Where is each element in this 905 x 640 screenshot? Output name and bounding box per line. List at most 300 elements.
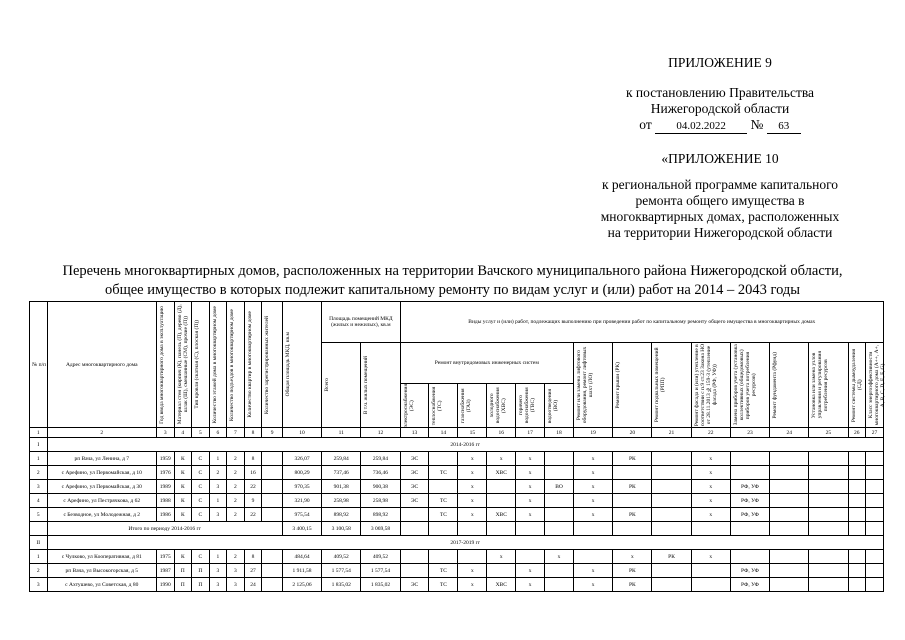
table-cell: ХВС bbox=[487, 466, 516, 480]
table-cell bbox=[809, 508, 848, 522]
table-cell: РК bbox=[613, 480, 652, 494]
table-cell: 3 bbox=[227, 564, 245, 578]
column-number: 24 bbox=[770, 428, 809, 438]
table-cell: РФ, УФ bbox=[730, 480, 769, 494]
table-cell bbox=[262, 578, 283, 592]
section-number: I bbox=[30, 438, 48, 452]
appendix-9-block bbox=[580, 55, 860, 134]
table-cell: х bbox=[516, 578, 545, 592]
address-cell: с Арефино, ул Первомайская, д 10 bbox=[47, 466, 156, 480]
table-cell bbox=[809, 494, 848, 508]
table-cell: х bbox=[691, 452, 730, 466]
table-cell: х bbox=[487, 452, 516, 466]
table-cell: 2 bbox=[227, 508, 245, 522]
table-cell: 484,64 bbox=[282, 550, 321, 564]
table-cell: ЭС bbox=[400, 466, 429, 480]
table-cell: 1 577,54 bbox=[361, 564, 400, 578]
table-cell bbox=[848, 522, 866, 536]
header-total-area: Общая площадь МКД, кв.м bbox=[284, 332, 291, 397]
table-cell bbox=[848, 494, 866, 508]
header-foundation: Ремонт фундамента (Рфунд) bbox=[772, 351, 779, 419]
table-cell bbox=[866, 508, 884, 522]
table-cell: К bbox=[174, 494, 192, 508]
table-cell bbox=[866, 564, 884, 578]
address-cell: с Арефино, ул Пестрячкова, д 62 bbox=[47, 494, 156, 508]
table-cell: х bbox=[574, 480, 613, 494]
table-cell bbox=[809, 480, 848, 494]
table-cell: х bbox=[613, 550, 652, 564]
table-cell bbox=[770, 452, 809, 466]
table-cell: 970,35 bbox=[282, 480, 321, 494]
table-cell bbox=[809, 522, 848, 536]
total-spacer bbox=[30, 522, 48, 536]
table-cell bbox=[652, 466, 691, 480]
section-label: 2014-2016 гг bbox=[47, 438, 883, 452]
table-cell bbox=[848, 550, 866, 564]
table-cell: х bbox=[691, 466, 730, 480]
column-number: 21 bbox=[652, 428, 691, 438]
header-num: № п/п bbox=[30, 302, 48, 428]
table-row bbox=[30, 564, 884, 578]
table-cell bbox=[770, 508, 809, 522]
table-cell: х bbox=[574, 452, 613, 466]
column-number: 22 bbox=[691, 428, 730, 438]
table-cell bbox=[400, 550, 429, 564]
table-cell bbox=[545, 522, 574, 536]
table-cell bbox=[848, 452, 866, 466]
table-cell: 2 bbox=[227, 452, 245, 466]
table-cell bbox=[262, 494, 283, 508]
table-cell: К bbox=[174, 550, 192, 564]
table-cell bbox=[770, 550, 809, 564]
table-cell bbox=[400, 508, 429, 522]
table-cell bbox=[545, 494, 574, 508]
table-cell: х bbox=[574, 578, 613, 592]
table-cell bbox=[487, 522, 516, 536]
table-cell: 2 bbox=[209, 466, 227, 480]
table-cell bbox=[848, 480, 866, 494]
table-cell bbox=[770, 564, 809, 578]
table-cell: 16 bbox=[244, 466, 262, 480]
table-cell: С bbox=[192, 550, 210, 564]
table-cell: 1986 bbox=[156, 508, 174, 522]
table-cell bbox=[487, 494, 516, 508]
header-roof-type: Тип кровли (скатная (С), плоская (П)) bbox=[194, 320, 201, 409]
table-cell: К bbox=[174, 466, 192, 480]
table-cell bbox=[866, 466, 884, 480]
table-cell: К bbox=[174, 480, 192, 494]
table-cell: 258,98 bbox=[322, 494, 361, 508]
table-cell bbox=[652, 480, 691, 494]
table-cell: 1959 bbox=[156, 452, 174, 466]
table-cell: 1988 bbox=[156, 494, 174, 508]
table-cell bbox=[545, 578, 574, 592]
address-cell: с Арефино, ул Первомайская, д 30 bbox=[47, 480, 156, 494]
header-vo: водоотведения (ВО) bbox=[547, 388, 560, 423]
table-row bbox=[30, 466, 884, 480]
table-cell bbox=[574, 550, 613, 564]
table-cell bbox=[487, 564, 516, 578]
table-cell bbox=[730, 522, 769, 536]
table-cell bbox=[262, 508, 283, 522]
table-cell: 3 bbox=[30, 480, 48, 494]
document-title bbox=[20, 262, 885, 300]
table-header bbox=[30, 302, 887, 438]
table-cell bbox=[613, 466, 652, 480]
table-cell: РК bbox=[613, 508, 652, 522]
header-year: Год ввода многоквартирного дома в эксплуатацию bbox=[158, 305, 165, 424]
table-cell bbox=[652, 452, 691, 466]
table-cell: 901,38 bbox=[322, 480, 361, 494]
table-cell bbox=[262, 480, 283, 494]
table-cell: 3 bbox=[209, 564, 227, 578]
appendix-9-title: ПРИЛОЖЕНИЕ 9 bbox=[668, 55, 772, 70]
table-cell: х bbox=[691, 550, 730, 564]
table-cell: х bbox=[574, 466, 613, 480]
column-number: 14 bbox=[429, 428, 458, 438]
column-number: 20 bbox=[613, 428, 652, 438]
header-premises: Площадь помещений МКД (жилых и нежилых), кв.м bbox=[322, 302, 400, 343]
table-cell bbox=[262, 466, 283, 480]
header-gs: газоснабжения (ГАЗ) bbox=[460, 388, 473, 424]
header-address: Адрес многоквартирного дома bbox=[47, 302, 156, 428]
table-cell bbox=[866, 452, 884, 466]
table-cell bbox=[400, 522, 429, 536]
table-cell: 2 bbox=[227, 494, 245, 508]
table-cell bbox=[545, 452, 574, 466]
table-cell: С bbox=[192, 452, 210, 466]
table-cell: ВО bbox=[545, 480, 574, 494]
address-cell: с Чулково, ул Кооперативная, д 81 bbox=[47, 550, 156, 564]
table-cell: ЭС bbox=[400, 480, 429, 494]
column-number: 26 bbox=[848, 428, 866, 438]
table-cell bbox=[574, 522, 613, 536]
table-cell: 1975 bbox=[156, 550, 174, 564]
appendix-10-title: «ПРИЛОЖЕНИЕ 10 bbox=[661, 151, 779, 166]
table-cell: х bbox=[574, 564, 613, 578]
table-cell: П bbox=[174, 578, 192, 592]
table-cell: х bbox=[691, 480, 730, 494]
table-cell: РК bbox=[613, 564, 652, 578]
table-cell bbox=[866, 550, 884, 564]
table-cell: 898,92 bbox=[322, 508, 361, 522]
table-cell: ТС bbox=[429, 564, 458, 578]
table-cell bbox=[848, 564, 866, 578]
table-cell: 1 577,54 bbox=[322, 564, 361, 578]
table-cell: 1 bbox=[30, 452, 48, 466]
table-cell: х bbox=[574, 508, 613, 522]
from-label: от bbox=[639, 117, 652, 132]
table-cell: 1 bbox=[30, 550, 48, 564]
header-facade: Ремонт фасада и (или) утепление в соответствии с п.9 ст.23 Закона НО от 28.11.2013 №159-З (утепление фасада (РФ, УФ)) bbox=[693, 343, 718, 427]
table-cell: 737,46 bbox=[322, 466, 361, 480]
header-flats: Количество квартир в многоквартирном доме bbox=[246, 311, 253, 418]
table-cell: 898,92 bbox=[361, 508, 400, 522]
header-works: Виды услуг и (или) работ, подлежащих выполнению при проведении работ по капитальному ремонту общего имущества в многоквартирных домах bbox=[400, 302, 883, 343]
table-cell: ХВС bbox=[487, 508, 516, 522]
table-cell: К bbox=[174, 508, 192, 522]
decree-date: 04.02.2022 bbox=[655, 119, 747, 134]
table-cell: х bbox=[516, 564, 545, 578]
table-cell bbox=[809, 564, 848, 578]
table-cell bbox=[848, 466, 866, 480]
header-roof-repair: Ремонт крыши (РК) bbox=[615, 361, 622, 409]
table-cell bbox=[730, 466, 769, 480]
address-cell: рп Вача, ул Высокогорская, д 5 bbox=[47, 564, 156, 578]
table-cell: ТС bbox=[429, 494, 458, 508]
total-row bbox=[30, 522, 884, 536]
appendix-10-line4: на территории Нижегородской области bbox=[607, 225, 833, 240]
column-number: 25 bbox=[809, 428, 848, 438]
table-cell: РФ, УФ bbox=[730, 494, 769, 508]
table-cell: П bbox=[192, 578, 210, 592]
table-cell: 22 bbox=[244, 508, 262, 522]
document-title-line2: общее имущество в которых подлежит капитальному ремонту по видам услуг и (или) работ на 2014 – 2043 годы bbox=[104, 282, 801, 298]
header-entrances: Количество подъездов в многоквартирном доме bbox=[229, 308, 236, 421]
table-row bbox=[30, 480, 884, 494]
header-nodes: Установка или замена узлов управления и регулирования потребления ресурсов bbox=[811, 351, 830, 419]
table-cell: 1987 bbox=[156, 564, 174, 578]
section-row bbox=[30, 536, 884, 550]
table-cell: 3 bbox=[30, 578, 48, 592]
table-cell: х bbox=[691, 508, 730, 522]
table-cell: 8 bbox=[244, 550, 262, 564]
table-cell: 3 bbox=[209, 508, 227, 522]
table-cell bbox=[848, 508, 866, 522]
table-cell bbox=[866, 578, 884, 592]
header-premises-living: В т.ч. жилых помещений bbox=[363, 355, 370, 415]
column-number: 23 bbox=[730, 428, 769, 438]
table-cell: 2 bbox=[30, 564, 48, 578]
table-cell: ЭС bbox=[400, 452, 429, 466]
table-cell bbox=[809, 452, 848, 466]
document-title-line1: Перечень многоквартирных домов, расположенных на территории Вачского муниципального района Нижегородской области, bbox=[62, 263, 843, 279]
table-cell: 1 bbox=[209, 550, 227, 564]
table-cell bbox=[809, 578, 848, 592]
table-cell: П bbox=[174, 564, 192, 578]
table-cell bbox=[730, 452, 769, 466]
table-cell bbox=[809, 466, 848, 480]
table-cell: 24 bbox=[244, 578, 262, 592]
column-number: 4 bbox=[174, 428, 192, 438]
table-cell: 3 bbox=[209, 578, 227, 592]
table-cell bbox=[691, 522, 730, 536]
column-number: 12 bbox=[361, 428, 400, 438]
header-devices: Замена приборов учета (установка коллективных (общедомовых) приборов учета потребления ресурсов) bbox=[732, 344, 757, 426]
table-cell: 736,46 bbox=[361, 466, 400, 480]
address-cell: с Ахтушево, ул Советская, д 80 bbox=[47, 578, 156, 592]
table-cell bbox=[848, 578, 866, 592]
table-cell bbox=[770, 480, 809, 494]
table-cell: ТС bbox=[429, 466, 458, 480]
table-cell: 409,52 bbox=[322, 550, 361, 564]
table-cell: ТС bbox=[429, 578, 458, 592]
table-cell bbox=[613, 494, 652, 508]
header-lift: Ремонт или замена лифтового оборудования, ремонт лифтовых шахт (ЛО) bbox=[576, 346, 594, 424]
column-number: 7 bbox=[227, 428, 245, 438]
table-cell bbox=[730, 550, 769, 564]
column-number: 5 bbox=[192, 428, 210, 438]
table-cell bbox=[429, 452, 458, 466]
table-cell: х bbox=[545, 550, 574, 564]
table-cell: ЭС bbox=[400, 494, 429, 508]
table-cell: 321,90 bbox=[282, 494, 321, 508]
header-floors: Количество этажей дома в многоквартирном доме bbox=[211, 305, 218, 424]
column-number: 19 bbox=[574, 428, 613, 438]
table-cell bbox=[652, 522, 691, 536]
table-row bbox=[30, 508, 884, 522]
table-cell: 3 bbox=[227, 578, 245, 592]
table-cell: 1990 bbox=[156, 578, 174, 592]
column-number: 27 bbox=[866, 428, 884, 438]
total-area: 3 400,15 bbox=[282, 522, 321, 536]
table-cell bbox=[652, 494, 691, 508]
table-cell: х bbox=[691, 494, 730, 508]
table-cell: 975,54 bbox=[282, 508, 321, 522]
table-row bbox=[30, 578, 884, 592]
table-cell: РК bbox=[613, 452, 652, 466]
header-basement: Ремонт подвальных помещений (РПП) bbox=[654, 347, 667, 423]
table-cell bbox=[487, 480, 516, 494]
column-number: 10 bbox=[282, 428, 321, 438]
table-cell bbox=[429, 550, 458, 564]
table-cell: 409,52 bbox=[361, 550, 400, 564]
header-utilities: Ремонт внутридомовых инженерных систем bbox=[400, 343, 573, 384]
table-cell: 258,98 bbox=[361, 494, 400, 508]
address-cell: рп Вача, ул Ленина, д 7 bbox=[47, 452, 156, 466]
table-cell: РК bbox=[613, 578, 652, 592]
column-number: 1 bbox=[30, 428, 48, 438]
table-cell bbox=[866, 480, 884, 494]
appendix-9-date-line bbox=[580, 117, 860, 134]
table-cell bbox=[809, 550, 848, 564]
table-cell: х bbox=[516, 452, 545, 466]
table-cell: х bbox=[516, 466, 545, 480]
table-cell bbox=[652, 564, 691, 578]
table-cell: ТС bbox=[429, 508, 458, 522]
table-cell bbox=[429, 480, 458, 494]
table-cell: С bbox=[192, 480, 210, 494]
table-cell: РФ, УФ bbox=[730, 564, 769, 578]
appendix-9-line2: Нижегородской области bbox=[650, 101, 790, 116]
column-number: 9 bbox=[262, 428, 283, 438]
table-cell: х bbox=[458, 466, 487, 480]
table-cell: 2 125,06 bbox=[282, 578, 321, 592]
address-cell: с Безводное, ул Молодежная, д 2 bbox=[47, 508, 156, 522]
section-number: II bbox=[30, 536, 48, 550]
table-cell: 2 bbox=[30, 466, 48, 480]
table-cell bbox=[545, 564, 574, 578]
housing-registry-table bbox=[29, 301, 887, 592]
table-cell: х bbox=[516, 480, 545, 494]
column-number: 15 bbox=[458, 428, 487, 438]
table-cell: 5 bbox=[30, 508, 48, 522]
header-material: Материал стен (кирпич (К), панель (П), дерево (Д), шлак (Ш), смешанные (СМ), прочие (П)) bbox=[176, 304, 189, 425]
column-number: 13 bbox=[400, 428, 429, 438]
appendix-10-line1: к региональной программе капитального bbox=[601, 177, 839, 192]
table-cell: 1 835,02 bbox=[361, 578, 400, 592]
table-cell: х bbox=[458, 578, 487, 592]
table-cell bbox=[262, 452, 283, 466]
table-cell bbox=[691, 564, 730, 578]
header-es: электроснабжения (ЭС) bbox=[402, 384, 415, 428]
table-cell: 3 bbox=[209, 480, 227, 494]
table-cell: 2 bbox=[227, 480, 245, 494]
table-cell bbox=[770, 494, 809, 508]
table-body bbox=[30, 438, 884, 592]
table-cell bbox=[262, 550, 283, 564]
column-number: 8 bbox=[244, 428, 262, 438]
appendix-9-line1: к постановлению Правительства bbox=[625, 85, 815, 100]
table-cell: х bbox=[516, 494, 545, 508]
table-cell: 2 bbox=[227, 466, 245, 480]
appendix-10-block bbox=[580, 151, 860, 241]
table-cell: х bbox=[458, 564, 487, 578]
header-smoke: Ремонт системы дымоудаления (СД) bbox=[850, 348, 863, 422]
column-number: 18 bbox=[545, 428, 574, 438]
table-cell bbox=[400, 564, 429, 578]
table-cell: С bbox=[192, 466, 210, 480]
table-cell bbox=[691, 578, 730, 592]
section-label: 2017-2019 гг bbox=[47, 536, 883, 550]
header-premises-all: Всего bbox=[324, 378, 331, 392]
column-number: 16 bbox=[487, 428, 516, 438]
table-cell bbox=[545, 466, 574, 480]
header-energy-class: Класс энергоэффективности многоквартирного дома (А++, А+, А, В, С, D, Е, F, G) bbox=[868, 344, 887, 426]
table-cell: 900,38 bbox=[361, 480, 400, 494]
table-cell: РФ, УФ bbox=[730, 578, 769, 592]
table-cell bbox=[770, 578, 809, 592]
appendix-10-line2: ремонта общего имущества в bbox=[635, 193, 805, 208]
table-cell: ЭС bbox=[400, 578, 429, 592]
table-cell: 259,84 bbox=[322, 452, 361, 466]
table-cell: 326,07 bbox=[282, 452, 321, 466]
table-cell bbox=[458, 522, 487, 536]
column-number: 2 bbox=[47, 428, 156, 438]
total-premises-living: 3 069,58 bbox=[361, 522, 400, 536]
column-number: 6 bbox=[209, 428, 227, 438]
table-cell bbox=[613, 522, 652, 536]
total-premises-all: 3 100,58 bbox=[322, 522, 361, 536]
table-cell: 27 bbox=[244, 564, 262, 578]
table-cell: 22 bbox=[244, 480, 262, 494]
table-cell bbox=[652, 578, 691, 592]
header-registered: Количество зарегистрированных жителей bbox=[264, 315, 271, 414]
table-cell bbox=[458, 550, 487, 564]
table-cell: 800,29 bbox=[282, 466, 321, 480]
table-cell: РФ, УФ bbox=[730, 508, 769, 522]
table-cell bbox=[866, 522, 884, 536]
column-number: 17 bbox=[516, 428, 545, 438]
table-cell bbox=[516, 550, 545, 564]
table-cell: х bbox=[458, 452, 487, 466]
table-cell bbox=[545, 508, 574, 522]
table-cell: 1 911,58 bbox=[282, 564, 321, 578]
table-cell: 1 bbox=[209, 452, 227, 466]
table-cell: х bbox=[516, 508, 545, 522]
table-cell: С bbox=[192, 494, 210, 508]
table-cell bbox=[770, 466, 809, 480]
table-cell: 259,84 bbox=[361, 452, 400, 466]
table-cell bbox=[770, 522, 809, 536]
table-cell: К bbox=[174, 452, 192, 466]
table-cell: х bbox=[574, 494, 613, 508]
section-row bbox=[30, 438, 884, 452]
table-cell bbox=[429, 522, 458, 536]
column-numbers-row bbox=[30, 428, 884, 438]
table-cell bbox=[516, 522, 545, 536]
table-row bbox=[30, 494, 884, 508]
